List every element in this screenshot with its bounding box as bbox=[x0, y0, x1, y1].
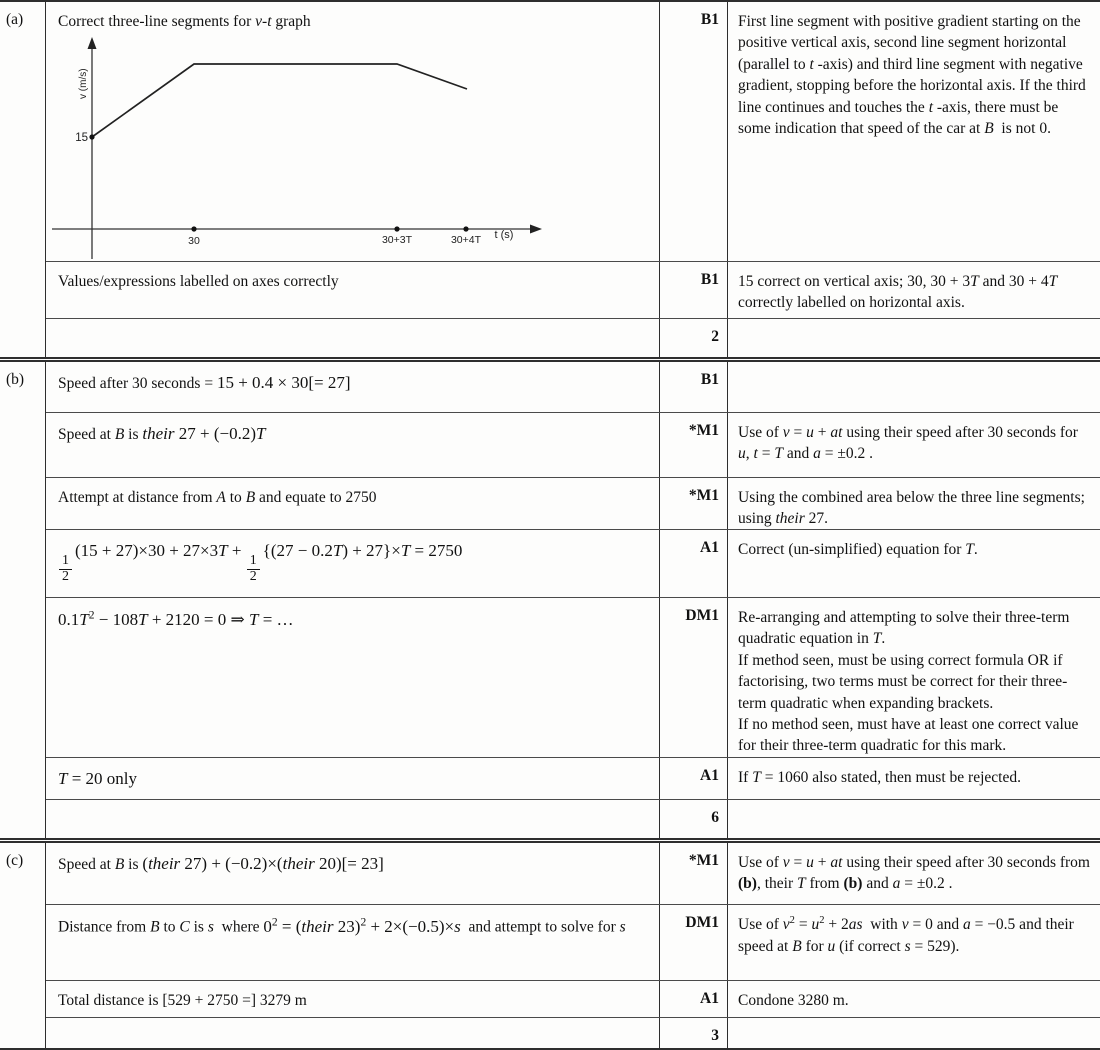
table-row bbox=[46, 478, 1100, 530]
working-cell bbox=[46, 800, 660, 838]
working-cell: Speed at B is their 27 + (−0.2)T bbox=[46, 413, 660, 477]
working-cell: Speed after 30 seconds = 15 + 0.4 × 30[= 27] bbox=[46, 362, 660, 412]
table-row bbox=[46, 262, 1100, 319]
note-cell bbox=[728, 362, 1100, 412]
mark-cell: A1 bbox=[660, 758, 728, 799]
tick-dot-4T bbox=[463, 226, 468, 231]
mark-cell: B1 bbox=[660, 262, 728, 318]
note-cell: Use of v = u + at using their speed after 30 seconds for u, t = T and a = ±0.2 . bbox=[738, 424, 1078, 463]
mark-cell: B1 bbox=[660, 2, 728, 261]
table-row-total bbox=[46, 1018, 1100, 1050]
tick-dot-3T bbox=[394, 226, 399, 231]
table-row bbox=[46, 2, 1100, 262]
mark-cell: A1 bbox=[660, 530, 728, 597]
tick-label-3T: 30+3T bbox=[381, 233, 413, 246]
note-cell bbox=[728, 1018, 1100, 1050]
table-row bbox=[46, 598, 1100, 758]
section-c bbox=[0, 843, 1100, 1050]
tick-dot-30 bbox=[191, 226, 196, 231]
note-cell: Correct (un-simplified) equation for T. bbox=[738, 541, 978, 558]
note-cell: 15 correct on vertical axis; 30, 30 + 3T and 30 + 4T correctly labelled on horizontal axis. bbox=[738, 273, 1058, 312]
section-b bbox=[0, 362, 1100, 843]
mark-cell: *M1 bbox=[660, 413, 728, 477]
part-label-c: (c) bbox=[0, 843, 46, 1050]
tick-label-30: 30 bbox=[188, 234, 200, 247]
x-axis-label: t (s) bbox=[494, 228, 514, 241]
part-label-b: (b) bbox=[0, 362, 46, 838]
working-cell bbox=[46, 2, 660, 261]
vt-graph-svg bbox=[52, 35, 597, 261]
note-cell bbox=[728, 319, 1100, 357]
mark-cell: A1 bbox=[660, 981, 728, 1017]
marks-total: 6 bbox=[660, 800, 728, 838]
table-row bbox=[46, 413, 1100, 478]
table-row bbox=[46, 362, 1100, 413]
table-row bbox=[46, 981, 1100, 1018]
note-cell: Re-arranging and attempting to solve their three-term quadratic equation in T. If method seen, must be using correct formula OR if factorising, two terms must be correct for their three-term quadratic when expanding brackets. If no method seen, must have at least one correct value for their three-term quadratic for this mark. bbox=[738, 609, 1079, 755]
working-cell: Total distance is [529 + 2750 =] 3279 m bbox=[46, 981, 660, 1017]
graph-caption: Correct three-line segments for v-t graph bbox=[58, 13, 311, 30]
note-cell: Use of v = u + at using their speed after 30 seconds from (b), their T from (b) and a = ±0.2 . bbox=[738, 854, 1090, 893]
y-axis-label: v (m/s) bbox=[78, 68, 89, 99]
note-cell bbox=[728, 800, 1100, 838]
section-a bbox=[0, 2, 1100, 362]
working-cell: $0.1T^2 - 108T + 2120 = 0$ ⇒ T = … bbox=[46, 598, 660, 757]
note-cell: If T = 1060 also stated, then must be rejected. bbox=[738, 769, 1021, 786]
working-cell: Values/expressions labelled on axes correctly bbox=[46, 262, 660, 318]
table-row-total bbox=[46, 319, 1100, 357]
table-row-total bbox=[46, 800, 1100, 838]
note-cell: Using the combined area below the three line segments; using their 27. bbox=[738, 489, 1085, 528]
marks-total: 2 bbox=[660, 319, 728, 357]
mark-cell: DM1 bbox=[660, 905, 728, 980]
note-cell: Use of $v^2 = u^2 + 2as$ with v = 0 and a = −0.5 and their speed at B for u (if correct s = 529). bbox=[738, 915, 1074, 955]
working-cell: Attempt at distance from A to B and equate to 2750 bbox=[46, 478, 660, 529]
vt-graph bbox=[52, 35, 645, 268]
working-cell bbox=[46, 319, 660, 357]
y-intercept-label: 15 bbox=[75, 131, 88, 144]
start-point-dot bbox=[89, 134, 94, 139]
mark-cell: *M1 bbox=[660, 843, 728, 904]
working-cell: $\frac{1}{2}$ (15 + 27)×30 + 27×3T + $\frac{1}{2}$ {(27 − 0.2T) + 27}×T = 2750 bbox=[46, 530, 660, 597]
table-row bbox=[46, 530, 1100, 598]
note-cell: First line segment with positive gradient starting on the positive vertical axis, second line segment horizontal (parallel to t -axis) and third line segment with negative gradient, stopping before the horizontal axis. If the third line continues and touches the t -axis, there must be some indication that speed of the car at B is not 0. bbox=[738, 13, 1086, 137]
y-axis-arrow-icon bbox=[88, 37, 97, 49]
x-axis-arrow-icon bbox=[530, 224, 542, 233]
working-cell: Speed at B is (their 27) + (−0.2)×(their 20)[= 23] bbox=[46, 843, 660, 904]
mark-cell: *M1 bbox=[660, 478, 728, 529]
table-row bbox=[46, 843, 1100, 905]
part-label-a: (a) bbox=[0, 2, 46, 357]
marks-total: 3 bbox=[660, 1018, 728, 1050]
working-cell bbox=[46, 1018, 660, 1050]
table-row bbox=[46, 905, 1100, 981]
working-cell: Distance from B to C is s where $0^2$ = (their 23)$^2$ + 2×(−0.5)×s and attempt to solve for s bbox=[46, 905, 660, 980]
table-row bbox=[46, 758, 1100, 800]
mark-cell: B1 bbox=[660, 362, 728, 412]
vt-line bbox=[92, 64, 467, 137]
working-cell: T = 20 only bbox=[46, 758, 660, 799]
tick-label-4T: 30+4T bbox=[450, 233, 482, 246]
mark-cell: DM1 bbox=[660, 598, 728, 757]
note-cell: Condone 3280 m. bbox=[738, 992, 849, 1009]
